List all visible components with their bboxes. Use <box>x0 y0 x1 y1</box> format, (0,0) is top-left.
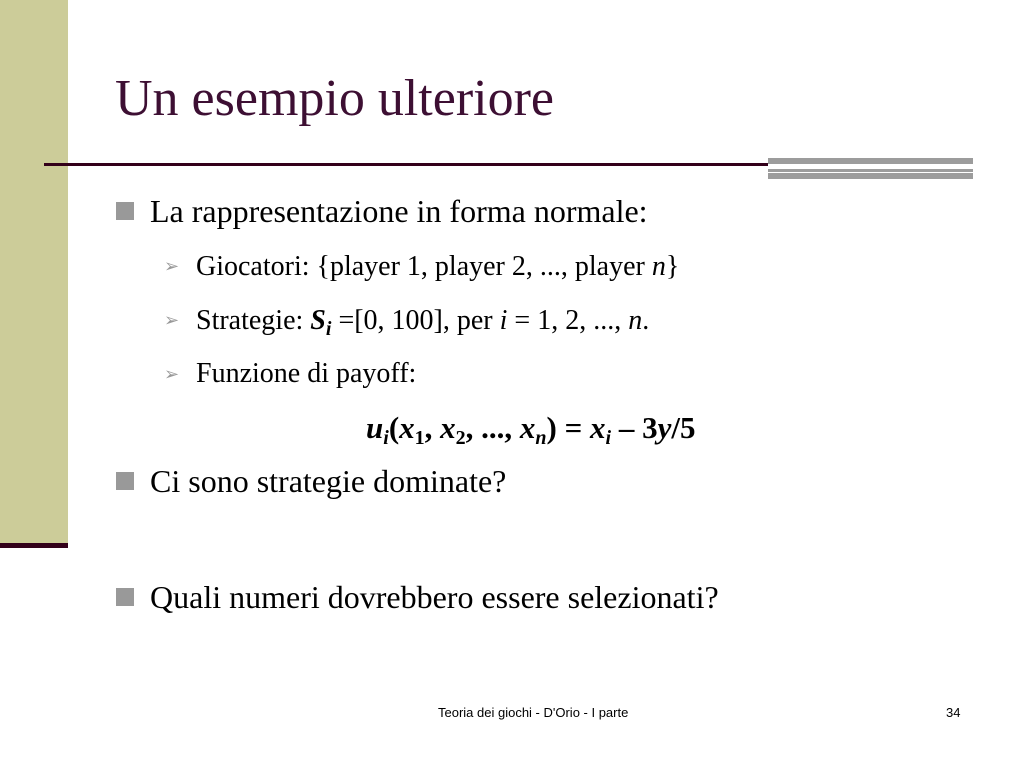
payoff-formula <box>366 409 695 457</box>
formula-part: ( <box>388 410 400 445</box>
sub-bullet-part: } <box>665 251 680 282</box>
sub-bullet-text <box>196 303 649 347</box>
formula-part: x <box>440 410 456 445</box>
formula-part: x <box>590 410 606 445</box>
bullet-text: Ci sono strategie dominate? <box>150 463 507 499</box>
formula-subscript: 1 <box>414 427 425 449</box>
sub-bullet-part: =[0, 100], per <box>331 305 500 336</box>
sub-bullet-part: . <box>642 305 650 336</box>
slide-side-bar <box>0 0 68 543</box>
formula-part: , ..., <box>465 410 520 445</box>
sub-bullet-text: Funzione di payoff: <box>196 358 417 389</box>
sub-bullet-symbol: S <box>310 305 326 336</box>
sub-bullet-italic: i <box>499 305 508 336</box>
sub-bullet-part: Strategie: <box>196 305 311 336</box>
formula-part: /5 <box>671 410 696 445</box>
square-bullet-icon <box>116 472 134 490</box>
title-divider-accent-gap <box>768 164 973 169</box>
square-bullet-icon <box>116 202 134 220</box>
page-number: 34 <box>946 705 961 720</box>
bullet-text: La rappresentazione in forma normale: <box>150 193 648 229</box>
formula-subscript: 2 <box>455 427 466 449</box>
arrow-bullet-icon: ➢ <box>164 256 180 277</box>
formula-part: u <box>366 410 384 445</box>
formula-subscript: n <box>535 427 547 449</box>
sub-bullet-text <box>196 249 679 285</box>
formula-part: x <box>399 410 415 445</box>
formula-subscript: i <box>383 427 389 449</box>
sub-bullet-italic: n <box>651 251 666 282</box>
square-bullet-icon <box>116 588 134 606</box>
footer-text: Teoria dei giochi - D'Orio - I parte <box>438 705 629 720</box>
sub-bullet-italic: n <box>628 305 643 336</box>
slide-title: Un esempio ulteriore <box>115 70 554 127</box>
title-divider-accent-gap <box>768 172 973 173</box>
formula-part: – 3 <box>611 410 658 445</box>
formula-subscript: i <box>605 427 612 449</box>
formula-part: , <box>424 410 441 445</box>
slide-side-bar-foot <box>0 543 68 548</box>
formula-part: y <box>657 410 672 445</box>
sub-bullet-subscript: i <box>325 318 332 340</box>
formula-part: ) = <box>546 410 591 445</box>
arrow-bullet-icon: ➢ <box>164 364 180 385</box>
title-divider <box>44 163 771 166</box>
sub-bullet-part: = 1, 2, ..., <box>507 305 629 336</box>
arrow-bullet-icon: ➢ <box>164 310 180 331</box>
sub-bullet-part: Giocatori: {player 1, player 2, ..., player <box>196 251 652 282</box>
formula-part: x <box>519 410 536 445</box>
bullet-text: Quali numeri dovrebbero essere selezionati? <box>150 579 719 615</box>
